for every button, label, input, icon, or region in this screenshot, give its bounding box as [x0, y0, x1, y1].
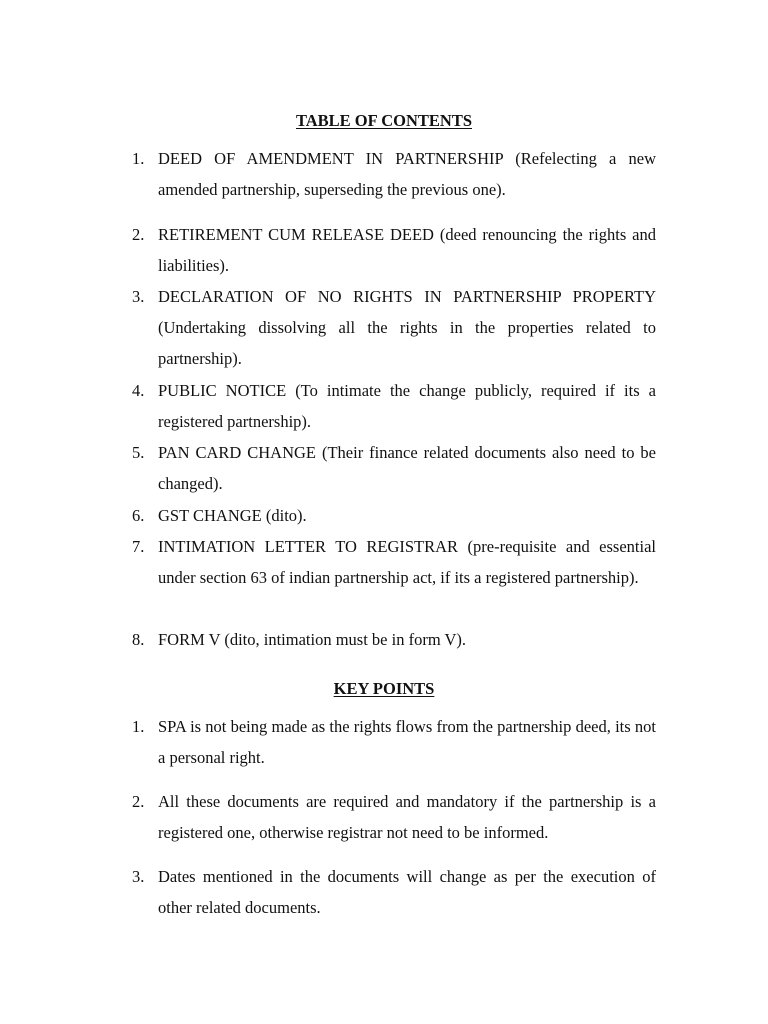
toc-item-5 [132, 437, 656, 499]
toc-item-text: DECLARATION OF NO RIGHTS IN PARTNERSHIP PROPERTY (Undertaking dissolving all the rights in the properties related to partnership). [158, 287, 656, 368]
toc-item-number: 1. [132, 149, 145, 168]
toc-item-number: 5. [132, 443, 145, 462]
toc-item-text: DEED OF AMENDMENT IN PARTNERSHIP (Refelecting a new amended partnership, superseding the previous one). [158, 149, 656, 199]
key-point-text: Dates mentioned in the documents will change as per the execution of other related documents. [158, 867, 656, 917]
key-points-heading: KEY POINTS [333, 679, 435, 698]
toc-item-number: 7. [132, 537, 145, 556]
toc-item-text: PAN CARD CHANGE (Their finance related documents also need to be changed). [158, 443, 656, 493]
toc-item-text: RETIREMENT CUM RELEASE DEED (deed renouncing the rights and liabilities). [158, 225, 656, 275]
key-point-1 [132, 711, 656, 773]
toc-item-6 [132, 500, 656, 531]
toc-item-2 [132, 219, 656, 281]
key-point-3 [132, 861, 656, 923]
key-point-2 [132, 786, 656, 848]
key-point-number: 3. [132, 867, 145, 886]
toc-item-7 [132, 531, 656, 593]
toc-item-1 [132, 143, 656, 205]
toc-item-4 [132, 375, 656, 437]
toc-item-text: INTIMATION LETTER TO REGISTRAR (pre-requisite and essential under section 63 of indian partnership act, if its a registered partnership). [158, 537, 656, 587]
toc-item-3 [132, 281, 656, 374]
key-point-number: 2. [132, 792, 145, 811]
toc-item-text: GST CHANGE (dito). [158, 506, 307, 525]
key-point-text: All these documents are required and mandatory if the partnership is a registered one, otherwise registrar not need to be informed. [158, 792, 656, 842]
toc-item-8 [132, 624, 656, 655]
key-point-number: 1. [132, 717, 145, 736]
toc-item-number: 6. [132, 506, 145, 525]
toc-item-text: FORM V (dito, intimation must be in form V). [158, 630, 467, 649]
key-point-text: SPA is not being made as the rights flows from the partnership deed, its not a personal right. [158, 717, 656, 767]
toc-item-number: 4. [132, 381, 145, 400]
toc-item-number: 8. [132, 630, 145, 649]
toc-item-number: 3. [132, 287, 145, 306]
toc-heading: TABLE OF CONTENTS [295, 111, 473, 130]
toc-item-number: 2. [132, 225, 145, 244]
toc-item-text: PUBLIC NOTICE (To intimate the change publicly, required if its a registered partnership). [158, 381, 656, 431]
